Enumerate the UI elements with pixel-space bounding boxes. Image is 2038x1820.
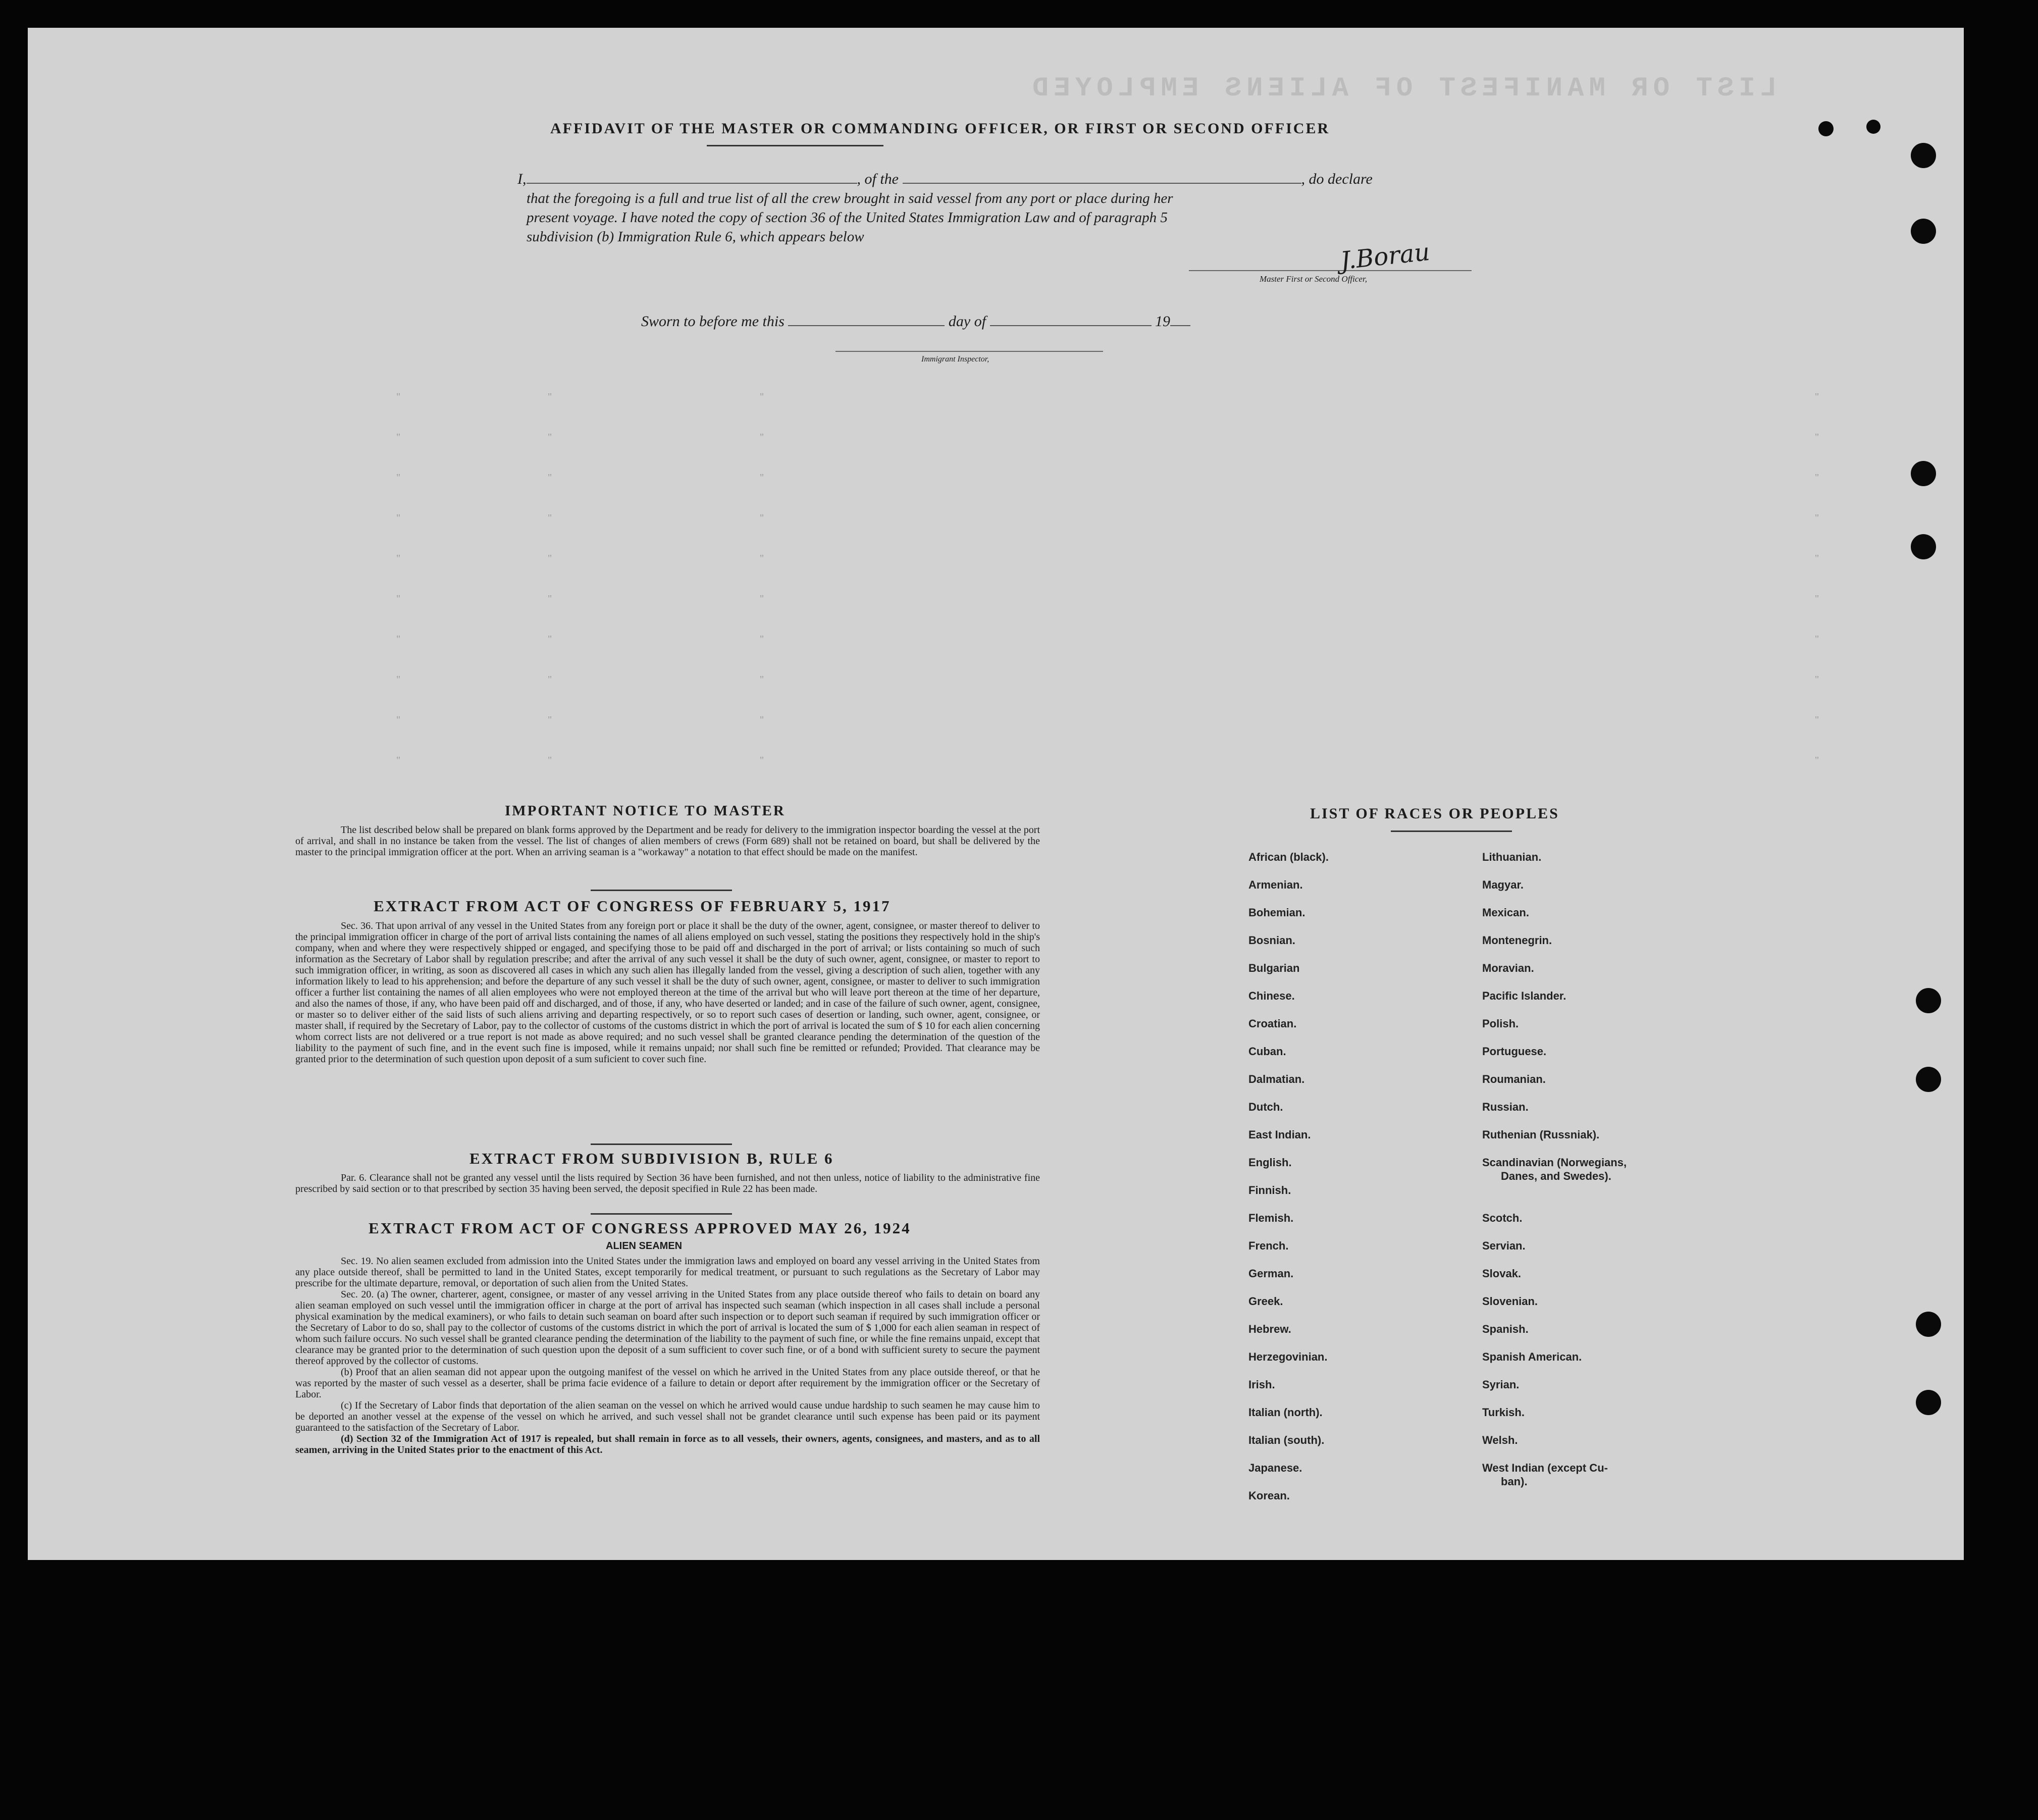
- rule6-title: EXTRACT FROM SUBDIVISION B, RULE 6: [469, 1150, 834, 1167]
- section-20b-text: (b) Proof that an alien seaman did not appear upon the outgoing manifest of the vessel on which he arrived in the United States from any place outside thereof, or that he was reported by the master of such vessel as a deserter, shall be prima facie evidence of a failure to detain or deport after requirement by the immigration officer or the Secretary of Labor.: [295, 1367, 1040, 1400]
- race-item: Spanish.: [1482, 1323, 1529, 1335]
- races-title-underline: [1391, 830, 1512, 832]
- race-item: Mexican.: [1482, 906, 1529, 919]
- notice-text: The list described below shall be prepared on blank forms approved by the Department and be ready for delivery to the immigration inspector boarding the vessel at the port of arrival, and shall in no instance be taken from the vessel. The list of changes of alien members of crews (Form 689) shall not be retained on board, but shall be delivered by the master to the principal immigration officer at the port. When an arriving seaman is a "workaway" a notation to that effect should be made on the manifest.: [295, 824, 1040, 858]
- race-item: Greek.: [1248, 1295, 1283, 1308]
- affidavit-line2: that the foregoing is a full and true list of all the crew brought in said vessel from any port or place during her: [527, 190, 1173, 206]
- bleedthrough-header: LIST OR MANIFEST OF ALIENS EMPLOYED: [1027, 73, 1777, 104]
- race-item: East Indian.: [1248, 1128, 1311, 1141]
- of-the-text: , of the: [857, 171, 899, 187]
- inspector-line: [835, 351, 1103, 352]
- section-20a-text: Sec. 20. (a) The owner, charterer, agent, consignee, or master of any vessel arriving in the United States from any place outside thereof who fails to detain on board any alien seaman employed on such vessel until the immigration officer in charge at the port of arrival has inspected such seaman (which inspection in all cases shall include a personal physical examination by the medical examiners), or who fails to detain such seaman on board after such inspection or to deport such seaman if required by such immigration officer or the Secretary of Labor to do so, shall pay to the collector of customs of the customs district in which the port of arrival is located the sum of $ 1,000 for each alien seaman in respect of whom such failure occurs. No such vessel shall be granted clearance pending the determination of the liability to the payment of such fine, or while the fine remains unpaid, except that clearance may be granted prior to the determination of such question upon the deposit of a sum sufficient to cover such fine, or of a bond with sufficient surety to secure the payment thereof approved by the collector of customs.: [295, 1289, 1040, 1367]
- race-item: Pacific Islander.: [1482, 990, 1566, 1002]
- punch-hole: [1916, 1312, 1941, 1337]
- document-page: LIST OR MANIFEST OF ALIENS EMPLOYED AFFIDAVIT OF THE MASTER OR COMMANDING OFFICER, OR FIRST OR SECOND OFFICER I, , of the , do declare that the foregoing is a full and true list of all the crew brought in said vessel from any port or place during her present voyage. I have noted the copy of section 36 of the United States Immigration Law and of paragraph 5 subdivision (b) Immigration Rule 6, which appears below J.Borau Master First or Second Officer, Sworn to before me this day of 19 Immigrant Inspector, " " " " " " " " " " " " " " " " " " " " " " " " " " " " " " " " " " " " " " " " IMPORTANT NOTICE TO MASTER The list described below shall be prepared on blank forms approved by the Department and be ready for delivery to the immigration inspector boarding the vessel at the port of arrival, and shall in no instance be taken from the vessel. The list of changes of alien members of crews (Form 689) shall not be retained on board, but shall be delivered by the master to the principal immigration officer at the port. When an arriving seaman is a "workaway" a notation to that effect should be made on the manifest. EXTRACT FROM ACT OF CONGRESS OF FEBRUARY 5, 1917 Sec. 36. That upon arrival of any vessel in the United States from any foreign port or place it shall be the duty of the owner, agent, consignee, or master thereof to deliver to the principal immigration officer in charge of the port of arrival lists containing the names of all aliens employed on such vessel, stating the positions they respectively hold in the ship's company, when and where they were respectively shipped or engaged, and specifying those to be paid off and discharged in the port of arrival; or lists containing so much of such information as the Secretary of Labor shall by regulation prescribe; and after the arrival of any such vessel it shall be the duty of such owner, agent, consignee, or master to report to such immigration officer, in writing, as soon as discovered all cases in which any such alien has illegally landed from the vessel, giving a description of such alien, together with any information likely to lead to his apprehension; and before the departure of any such vessel it shall be the duty of such owner, agent, consignee, or master to deliver to such immigration officer a further list containing the names of all alien employees who were not employed thereon at the time of the arrival but who will leave port thereon at the time of her departure, and also the names of those, if any, who have been paid off and discharged, and of those, if any, who have deserted or landed; and in case of the failure of such owner, agent, consignee, or master so to deliver either of the said lists of such aliens arriving and departing respectively, or so to report such cases of desertion or landing, such owner, agent, consignee, or master shall, if required by the Secretary of Labor, pay to the collector of customs of the customs district in which the port of arrival is located the sum of $ 10 for each alien concerning whom correct lists are not delivered or a true report is not made as above required; and no such vessel shall be granted clearance pending the determination of the question of the liability to the payment of such fine, and in the event such fine is imposed, while it remains unpaid; nor shall such fine be remitted or refunded; Provided. That clearance may be granted prior to the determination of such question upon deposit of a sum suficient to cover such fine. EXTRACT FROM SUBDIVISION B, RULE 6 Par. 6. Clearance shall not be granted any vessel until the lists required by Section 36 have been furnished, and not then unless, notice of liability to the administrative fine prescribed by said section or to that prescribed by section 35 having been served, the deposit specified in Rule 22 has been made. EXTRACT FROM ACT OF CONGRESS APPROVED MAY 26, 1924 ALIEN SEAMEN Sec. 19. No alien seamen excluded from admission into the United States under the immigration laws and employed on board any vessel arriving in the United States from any place outside thereof, shall be permitted to land in the United States, except temporarily for medical treatment, or pursuant to such regulations as the Secretary of Labor may prescribe for the ultimate departure, removal, or deportation of such alien from the United States. Sec. 20. (a) The owner, charterer, agent, consignee, or master of any vessel arriving in the United States from any place outside thereof who fails to detain on board any alien seaman employed on such vessel until the immigration officer in charge at the port of arrival has inspected such seaman (which inspection in all cases shall include a personal physical examination by the medical examiners), or who fails to detain such seaman on board after such inspection or to deport such seaman if required by such immigration officer or the Secretary of Labor to do so, shall pay to the collector of customs of the customs district in which the port of arrival is located the sum of $ 1,000 for each alien seaman in respect of whom such failure occurs. No such vessel shall be granted clearance pending the determination of the liability to the payment of such fine, or while the fine remains unpaid, except that clearance may be granted prior to the determination of such question upon the deposit of a sum sufficient to cover such fine, or of a bond with sufficient surety to secure the payment thereof approved by the collector of customs. (b) Proof that an alien seaman did not appear upon the outgoing manifest of the vessel on which he arrived in the United States from any place outside thereof, or that he was reported by the master of such vessel as a deserter, shall be prima facie evidence of a failure to detain or deport after requirement by the immigration officer or the Secretary of Labor. (c) If the Secretary of Labor finds that deportation of the alien seaman on the vessel on which he arrived would cause undue hardship to such seamen he may cause him to be deported an another vessel at the expense of the vessel on which he arrived, and such vessel shall not be grandet clearance until such expense has been paid or its payment guaranteed to the satisfaction of the Secretary of Labor. (d) Section 32 of the Immigration Act of 1917 is repealed, but shall remain in force as to all vessels, their owners, agents, consignees, and masters, and as to all seamen, arriving in the United States prior to the enactment of this Act. LIST OF RACES OR PEOPLES African (black). Armenian. Bohemian. Bosnian. Bulgarian Chinese. Croatian. Cuban. Dalmatian. Dutch. East Indian. English. Finnish. Flemish. French. German. Greek. Hebrew. Herzegovinian. Irish. Italian (north). Italian (south). Japanese. Korean. Lithuanian. Magyar. Mexican. Montenegrin. Moravian. Pacific Islander. Polish. Portuguese. Roumanian. Russian. Ruthenian (Russniak). Scandinavian (Norwegians, Danes, and Swedes). Scotch. Servian. Slovak. Slovenian. Spanish. Spanish American. Syrian. Turkish. Welsh. West Indian (except Cu- ban).: [28, 28, 1964, 1560]
- race-item: ban).: [1501, 1475, 1528, 1488]
- paragraph-6-text: Par. 6. Clearance shall not be granted any vessel until the lists required by Section 36 have been furnished, and not then unless, notice of liability to the administrative fine prescribed by said section or to that prescribed by section 35 having been served, the deposit specified in Rule 22 has been made.: [295, 1172, 1040, 1194]
- punch-hole: [1866, 120, 1880, 134]
- sworn-prefix: Sworn to before me this: [641, 313, 785, 330]
- race-item: Scandinavian (Norwegians,: [1482, 1156, 1627, 1169]
- race-item: Russian.: [1482, 1101, 1529, 1113]
- affidavit-line3: present voyage. I have noted the copy of section 36 of the United States Immigration Law and of paragraph 5: [527, 210, 1168, 226]
- race-item: Japanese.: [1248, 1462, 1302, 1474]
- extract-1917-rule: [591, 1143, 732, 1145]
- punch-hole: [1818, 121, 1834, 136]
- sworn-year: 19: [1155, 313, 1171, 330]
- race-item: Herzegovinian.: [1248, 1350, 1328, 1363]
- extract-1917-title: EXTRACT FROM ACT OF CONGRESS OF FEBRUARY 5, 1917: [374, 897, 891, 915]
- punch-hole: [1916, 1390, 1941, 1415]
- race-item: Dutch.: [1248, 1101, 1283, 1113]
- race-item: Croatian.: [1248, 1017, 1297, 1030]
- extract-1917-body: [295, 920, 1040, 1065]
- race-item: Cuban.: [1248, 1045, 1286, 1058]
- section-20c-text: (c) If the Secretary of Labor finds that deportation of the alien seaman on the vessel on which he arrived would cause undue hardship to such seamen he may cause him to be deported an another vessel at the expense of the vessel on which he arrived, and such vessel shall not be grandet clearance until such expense has been paid or its payment guaranteed to the satisfaction of the Secretary of Labor.: [295, 1400, 1040, 1433]
- signature-line: [1189, 270, 1472, 271]
- punch-hole: [1911, 143, 1936, 168]
- affidavit-title: AFFIDAVIT OF THE MASTER OR COMMANDING OFFICER, OR FIRST OR SECOND OFFICER: [550, 120, 1330, 137]
- sworn-day-blank: [788, 325, 945, 326]
- extract-1924-title: EXTRACT FROM ACT OF CONGRESS APPROVED MAY 26, 1924: [369, 1219, 911, 1237]
- race-item: Magyar.: [1482, 878, 1524, 891]
- race-item: Italian (south).: [1248, 1434, 1325, 1446]
- race-item: Chinese.: [1248, 990, 1295, 1002]
- affidavit-line4: subdivision (b) Immigration Rule 6, which appears below: [527, 229, 864, 245]
- race-item: French.: [1248, 1239, 1289, 1252]
- vessel-blank: [903, 183, 1301, 184]
- punch-hole: [1911, 534, 1936, 559]
- race-item: Danes, and Swedes).: [1501, 1170, 1611, 1182]
- section-19-text: Sec. 19. No alien seamen excluded from admission into the United States under the immigration laws and employed on board any vessel arriving in the United States from any place outside thereof, shall be permitted to land in the United States, except temporarily for medical treatment, or pursuant to such regulations as the Secretary of Labor may prescribe for the ultimate departure, removal, or deportation of such alien from the United States.: [295, 1256, 1040, 1289]
- section-20d-text: (d) Section 32 of the Immigration Act of 1917 is repealed, but shall remain in force as to all vessels, their owners, agents, consignees, and masters, and as to all seamen, arriving in the United States prior to the enactment of this Act.: [295, 1433, 1040, 1455]
- race-item: Turkish.: [1482, 1406, 1525, 1419]
- notice-title: IMPORTANT NOTICE TO MASTER: [505, 803, 786, 819]
- race-item: Montenegrin.: [1482, 934, 1552, 947]
- punch-hole: [1911, 219, 1936, 244]
- race-item: Servian.: [1482, 1239, 1526, 1252]
- affidavit-line1: [517, 171, 1373, 188]
- sworn-month-blank: [990, 325, 1152, 326]
- name-blank: [527, 183, 857, 184]
- race-item: Italian (north).: [1248, 1406, 1323, 1419]
- race-item: Dalmatian.: [1248, 1073, 1305, 1085]
- title-underline: [707, 145, 883, 146]
- race-item: English.: [1248, 1156, 1292, 1169]
- race-item: Bohemian.: [1248, 906, 1305, 919]
- race-item: Slovak.: [1482, 1267, 1522, 1280]
- race-item: Ruthenian (Russniak).: [1482, 1128, 1600, 1141]
- sworn-year-blank: [1170, 325, 1190, 326]
- race-item: Irish.: [1248, 1378, 1275, 1391]
- section-36-text: Sec. 36. That upon arrival of any vessel in the United States from any foreign port or place it shall be the duty of the owner, agent, consignee, or master thereof to deliver to the principal immigration officer in charge of the port of arrival lists containing the names of all aliens employed on such vessel, stating the positions they respectively hold in the ship's company, when and where they were respectively shipped or engaged, and specifying those to be paid off and discharged in the port of arrival; or lists containing so much of such information as the Secretary of Labor shall by regulation prescribe; and after the arrival of any such vessel it shall be the duty of such owner, agent, consignee, or master to report to such immigration officer, in writing, as soon as discovered all cases in which any such alien has illegally landed from the vessel, giving a description of such alien, together with any information likely to lead to his apprehension; and before the departure of any such vessel it shall be the duty of such owner, agent, consignee, or master to deliver to such immigration officer a further list containing the names of all alien employees who were not employed thereon at the time of the arrival but who will leave port thereon at the time of her departure, and also the names of those, if any, who have been paid off and discharged, and of those, if any, who have deserted or landed; and in case of the failure of such owner, agent, consignee, or master so to deliver either of the said lists of such aliens arriving and departing respectively, or so to report such cases of desertion or landing, such owner, agent, consignee, or master shall, if required by the Secretary of Labor, pay to the collector of customs of the customs district in which the port of arrival is located the sum of $ 10 for each alien concerning whom correct lists are not delivered or a true report is not made as above required; and no such vessel shall be granted clearance pending the determination of the question of the liability to the payment of such fine, and in the event such fine is imposed, while it remains unpaid; nor shall such fine be remitted or refunded; Provided. That clearance may be granted prior to the determination of such question upon deposit of a sum suficient to cover such fine.: [295, 920, 1040, 1065]
- rule6-rule: [591, 1213, 732, 1215]
- race-item: Bulgarian: [1248, 962, 1300, 974]
- race-item: Slovenian.: [1482, 1295, 1538, 1308]
- race-item: Flemish.: [1248, 1212, 1294, 1224]
- punch-hole: [1916, 988, 1941, 1013]
- race-item: Korean.: [1248, 1489, 1290, 1502]
- race-item: Welsh.: [1482, 1434, 1518, 1446]
- do-declare-text: , do declare: [1301, 171, 1373, 187]
- races-title: LIST OF RACES OR PEOPLES: [1310, 805, 1559, 822]
- signature: J.Borau: [1339, 237, 1431, 276]
- race-item: Bosnian.: [1248, 934, 1295, 947]
- notice-body: [295, 824, 1040, 858]
- race-item: Scotch.: [1482, 1212, 1523, 1224]
- race-item: Finnish.: [1248, 1184, 1291, 1197]
- signer-title: Master First or Second Officer,: [1260, 274, 1367, 284]
- sworn-day-label: day of: [948, 313, 986, 330]
- race-item: Syrian.: [1482, 1378, 1520, 1391]
- alien-seamen-subtitle: ALIEN SEAMEN: [606, 1240, 683, 1252]
- race-item: Hebrew.: [1248, 1323, 1291, 1335]
- declare-prefix: I,: [517, 171, 527, 187]
- rule6-body: [295, 1172, 1040, 1194]
- race-item: West Indian (except Cu-: [1482, 1462, 1608, 1474]
- punch-hole: [1916, 1067, 1941, 1092]
- sworn-line: [641, 313, 1190, 330]
- inspector-label: Immigrant Inspector,: [921, 355, 989, 363]
- punch-hole: [1911, 461, 1936, 486]
- race-item: Polish.: [1482, 1017, 1519, 1030]
- race-item: Armenian.: [1248, 878, 1303, 891]
- race-item: African (black).: [1248, 851, 1329, 863]
- race-item: Roumanian.: [1482, 1073, 1546, 1085]
- race-item: Spanish American.: [1482, 1350, 1582, 1363]
- race-item: Portuguese.: [1482, 1045, 1547, 1058]
- race-item: Moravian.: [1482, 962, 1534, 974]
- race-item: Lithuanian.: [1482, 851, 1542, 863]
- race-item: German.: [1248, 1267, 1294, 1280]
- notice-rule: [591, 890, 732, 891]
- extract-1924-body: [295, 1256, 1040, 1455]
